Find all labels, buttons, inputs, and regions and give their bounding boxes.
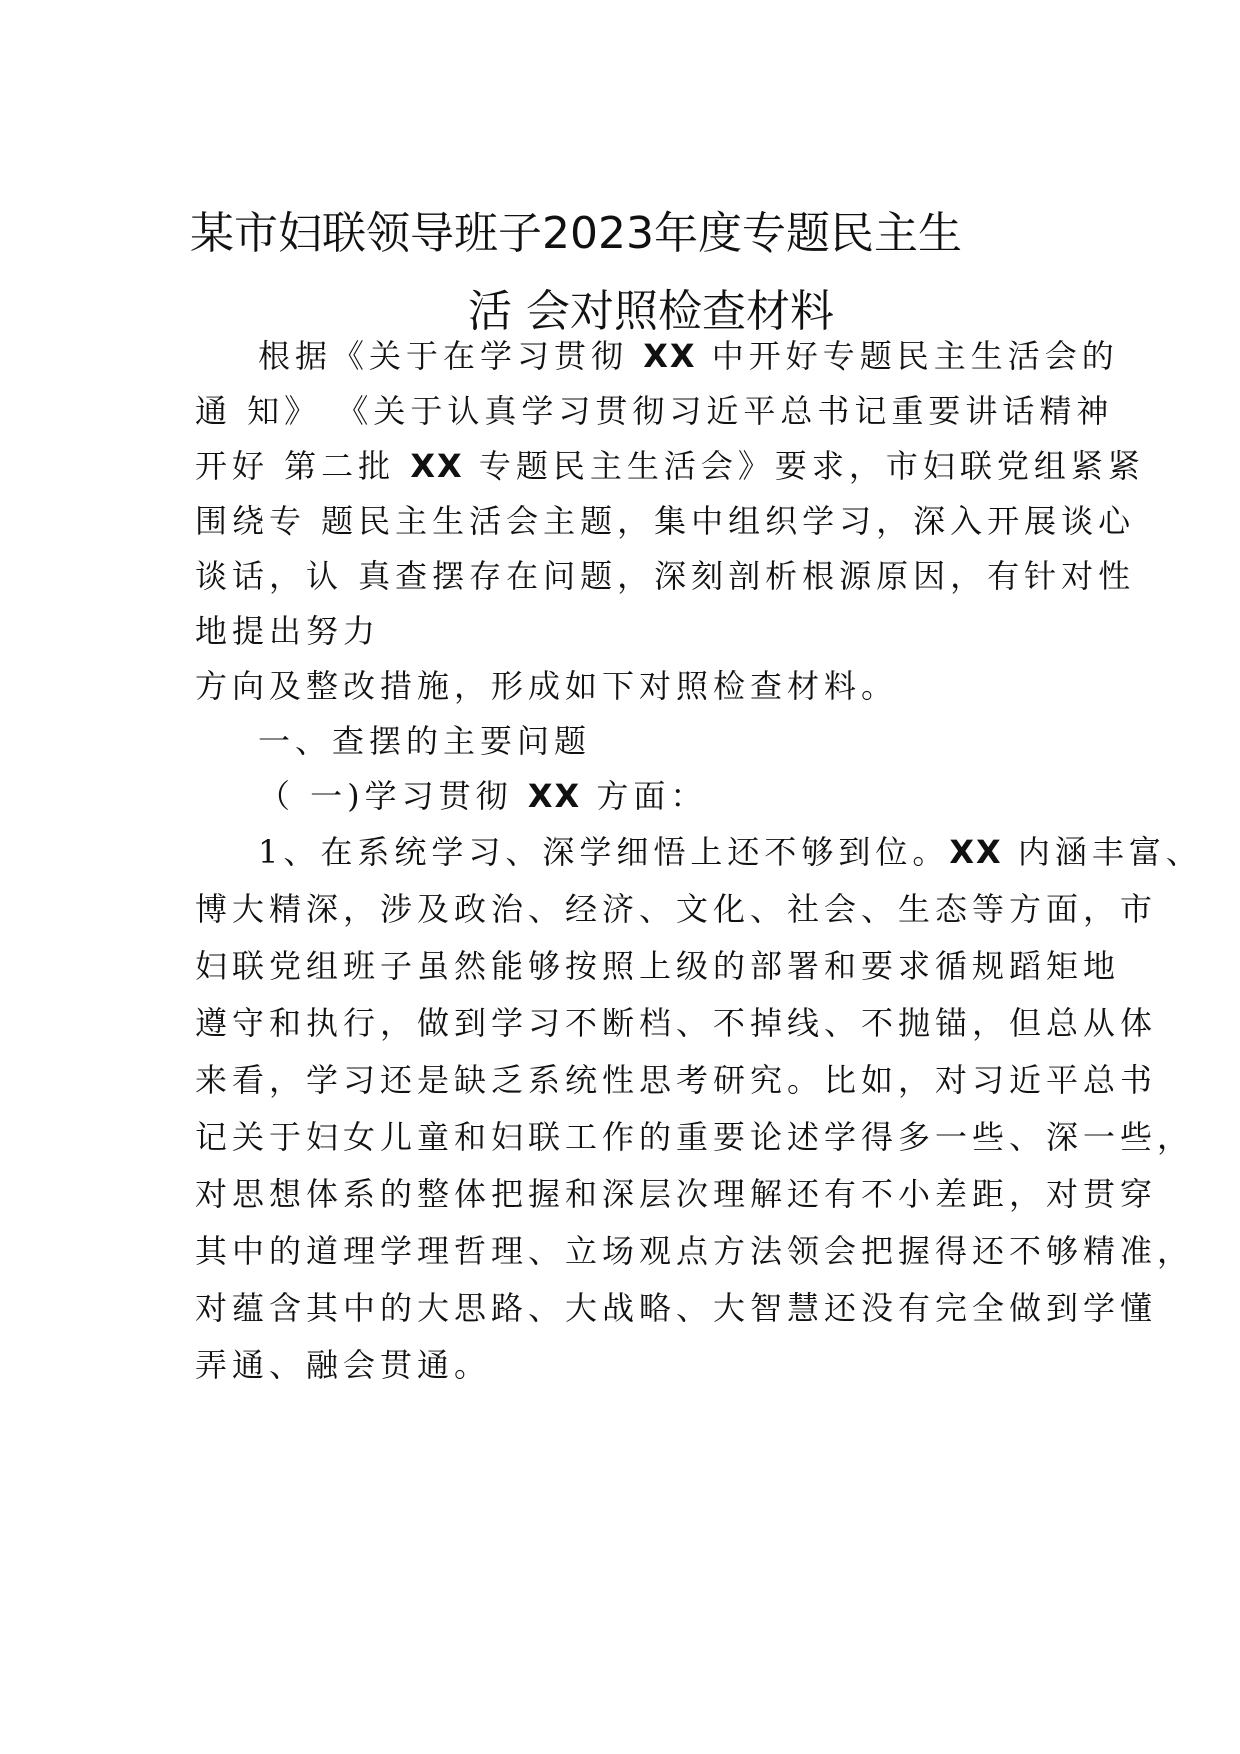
paragraph-line [195,1346,492,1384]
text-run: 1、在系统学习、深学细悟上还不够到位。 [258,833,950,871]
paragraph-line [195,667,899,705]
paragraph-line [258,337,1119,375]
section-heading: 一、查摆的主要问题 [258,722,592,760]
paragraph-line [195,612,381,650]
text-run: 方面： [581,777,708,815]
text-run: 通 知》 《关于认真学习贯彻习近平总书记重要讲话精神 [195,392,1114,430]
paragraph-line [195,1175,1158,1213]
text-run: 记关于妇女儿童和妇联工作的重要论述学得多一些、深一些， [195,1118,1195,1156]
text-run: 其中的道理学理哲理、立场观点方法领会把握得还不够精准， [195,1232,1195,1270]
bold-text-run: XX [949,833,1003,871]
text-run: 围绕专 题民主生活会主题，集中组织学习，深入开展谈心 [195,502,1136,540]
text-run: 弄通、融会贯通。 [195,1346,492,1384]
text-run: 开好 第二批 [195,447,411,485]
paragraph-line [195,392,1114,430]
text-run: 中开好专题民主生活会的 [696,337,1119,375]
paragraph-line [195,890,1158,928]
paragraph-line [195,1004,1158,1042]
paragraph-line [195,947,1121,985]
bold-text-run: XX [410,447,464,485]
text-run: 专题民主生活会》要求，市妇联党组紧紧 [463,447,1145,485]
paragraph-line [195,1289,1158,1327]
text-run: 遵守和执行，做到学习不断档、不掉线、不抛锚，但总从体 [195,1004,1158,1042]
subsection-heading [258,777,708,815]
paragraph-line [195,1061,1158,1099]
paragraph-line [195,1232,1195,1270]
paragraph-line [195,557,1136,595]
document-title-line2: 活 会对照检查材料 [468,286,834,337]
text-run: （ 一)学习贯彻 [258,777,528,815]
text-run: 根据《关于在学习贯彻 [258,337,644,375]
text-run: 地提出努力 [195,612,381,650]
text-run: 方向及整改措施，形成如下对照检查材料。 [195,667,899,705]
document-title-line1: 某市妇联领导班子2023年度专题民主生 [190,208,962,259]
text-run: 对思想体系的整体把握和深层次理解还有不小差距，对贯穿 [195,1175,1158,1213]
text-run: 博大精深，涉及政治、经济、文化、社会、生态等方面，市 [195,890,1158,928]
text-run: 谈话，认 真查摆存在问题，深刻剖析根源原因，有针对性 [195,557,1136,595]
text-run: 来看，学习还是缺乏系统性思考研究。比如，对习近平总书 [195,1061,1158,1099]
text-run: 妇联党组班子虽然能够按照上级的部署和要求循规蹈矩地 [195,947,1121,985]
paragraph-line [195,447,1145,485]
bold-text-run: XX [527,777,582,815]
text-run: 内涵丰富、 [1002,833,1203,871]
paragraph-line [195,502,1136,540]
bold-text-run: XX [643,337,697,375]
text-run: 对蕴含其中的大思路、大战略、大智慧还没有完全做到学懂 [195,1289,1158,1327]
paragraph-line [258,833,1203,871]
paragraph-line [195,1118,1195,1156]
